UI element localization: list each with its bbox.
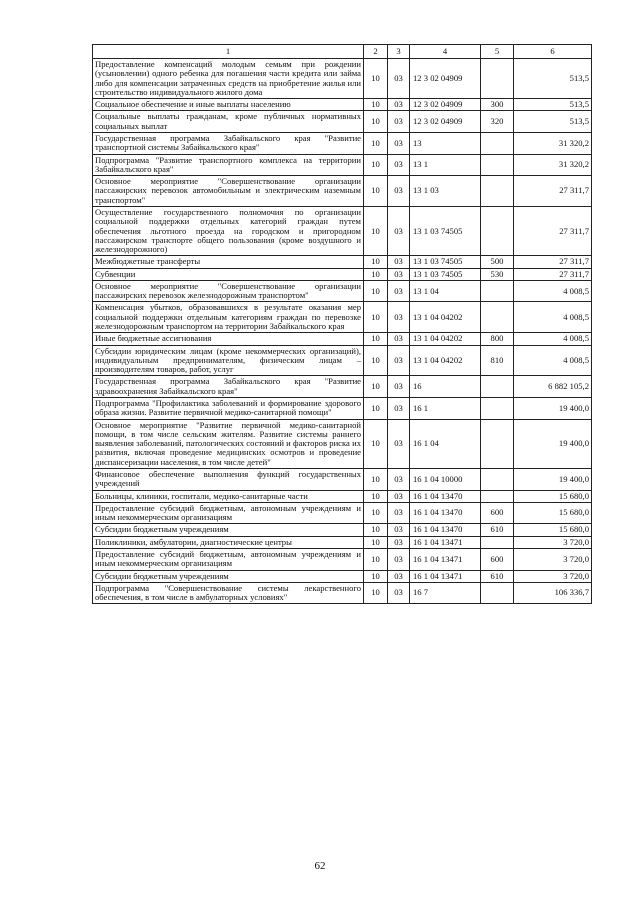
subsection-code-cell: 03 — [388, 536, 410, 548]
table-row — [93, 419, 592, 468]
table-row — [93, 524, 592, 536]
expense-type-cell — [481, 206, 514, 255]
amount-cell: 19 400,0 — [514, 398, 592, 420]
target-article-cell: 13 1 03 74505 — [410, 268, 481, 280]
target-article-cell: 16 1 04 13471 — [410, 536, 481, 548]
item-name-cell: Осуществление государственного полномочия по организации социальной поддержки отдельных категорий граждан путем обеспечения льготного проезда на городском и пригородном пассажирском транспорте общего пользования (кроме воздушного и железнодорожного) — [93, 206, 364, 255]
subsection-code-cell: 03 — [388, 268, 410, 280]
subsection-code-cell: 03 — [388, 345, 410, 376]
section-code-cell: 10 — [364, 490, 388, 502]
section-code-cell: 10 — [364, 345, 388, 376]
expense-type-cell: 800 — [481, 333, 514, 345]
subsection-code-cell: 03 — [388, 99, 410, 111]
expense-type-cell: 810 — [481, 345, 514, 376]
expense-type-cell: 600 — [481, 502, 514, 524]
column-header: 3 — [388, 45, 410, 59]
expense-type-cell — [481, 376, 514, 398]
amount-cell: 106 336,7 — [514, 582, 592, 604]
item-name-cell: Социальные выплаты гражданам, кроме публичных нормативных социальных выплат — [93, 111, 364, 133]
item-name-cell: Государственная программа Забайкальского края "Развитие здравоохранения Забайкальского края" — [93, 376, 364, 398]
item-name-cell: Финансовое обеспечение выполнения функций государственных учреждений — [93, 468, 364, 490]
column-header: 6 — [514, 45, 592, 59]
item-name-cell: Субвенции — [93, 268, 364, 280]
target-article-cell: 16 7 — [410, 582, 481, 604]
table-row — [93, 502, 592, 524]
expense-type-cell: 600 — [481, 548, 514, 570]
expense-type-cell — [481, 398, 514, 420]
target-article-cell: 16 1 04 — [410, 419, 481, 468]
expense-type-cell: 320 — [481, 111, 514, 133]
amount-cell: 4 008,5 — [514, 333, 592, 345]
table-row — [93, 256, 592, 268]
section-code-cell: 10 — [364, 256, 388, 268]
section-code-cell: 10 — [364, 154, 388, 176]
section-code-cell: 10 — [364, 570, 388, 582]
expense-type-cell: 300 — [481, 99, 514, 111]
item-name-cell: Подпрограмма "Развитие транспортного комплекса на территории Забайкальского края" — [93, 154, 364, 176]
expense-type-cell — [481, 154, 514, 176]
expense-type-cell — [481, 132, 514, 154]
table-row — [93, 268, 592, 280]
subsection-code-cell: 03 — [388, 280, 410, 302]
subsection-code-cell: 03 — [388, 302, 410, 333]
table-row — [93, 333, 592, 345]
target-article-cell: 16 1 04 10000 — [410, 468, 481, 490]
expense-type-cell: 610 — [481, 524, 514, 536]
item-name-cell: Основное мероприятие "Совершенствование организации пассажирских перевозок железнодорожным транспортом" — [93, 280, 364, 302]
section-code-cell: 10 — [364, 548, 388, 570]
amount-cell: 27 311,7 — [514, 176, 592, 207]
item-name-cell: Социальное обеспечение и иные выплаты населению — [93, 99, 364, 111]
table-row — [93, 548, 592, 570]
table-row — [93, 536, 592, 548]
amount-cell: 31 320,2 — [514, 132, 592, 154]
subsection-code-cell: 03 — [388, 376, 410, 398]
section-code-cell: 10 — [364, 302, 388, 333]
table-row — [93, 468, 592, 490]
section-code-cell: 10 — [364, 376, 388, 398]
amount-cell: 3 720,0 — [514, 570, 592, 582]
expense-type-cell — [481, 536, 514, 548]
amount-cell: 3 720,0 — [514, 548, 592, 570]
item-name-cell: Государственная программа Забайкальского края "Развитие транспортной системы Забайкальского края" — [93, 132, 364, 154]
table-body — [93, 59, 592, 604]
target-article-cell: 13 1 04 04202 — [410, 302, 481, 333]
section-code-cell: 10 — [364, 206, 388, 255]
target-article-cell: 16 1 04 13470 — [410, 490, 481, 502]
table-row — [93, 59, 592, 99]
table-row — [93, 302, 592, 333]
expense-type-cell: 500 — [481, 256, 514, 268]
subsection-code-cell: 03 — [388, 570, 410, 582]
section-code-cell: 10 — [364, 176, 388, 207]
section-code-cell: 10 — [364, 398, 388, 420]
expense-type-cell — [481, 280, 514, 302]
table-row — [93, 132, 592, 154]
item-name-cell: Компенсация убытков, образовавшихся в результате оказания мер социальной поддержки отдельным категориям граждан по перевозке железнодорожным транспортом на территории Забайкальского края — [93, 302, 364, 333]
subsection-code-cell: 03 — [388, 582, 410, 604]
section-code-cell: 10 — [364, 280, 388, 302]
item-name-cell: Субсидии юридическим лицам (кроме некоммерческих организаций), индивидуальным предпринимателям, физическим лицам – производителям товаров, работ, услуг — [93, 345, 364, 376]
budget-table — [92, 44, 592, 604]
target-article-cell: 16 1 04 13471 — [410, 570, 481, 582]
target-article-cell: 16 1 04 13470 — [410, 524, 481, 536]
amount-cell: 513,5 — [514, 59, 592, 99]
section-code-cell: 10 — [364, 524, 388, 536]
item-name-cell: Межбюджетные трансферты — [93, 256, 364, 268]
amount-cell: 27 311,7 — [514, 256, 592, 268]
item-name-cell: Больницы, клиники, госпитали, медико-санитарные части — [93, 490, 364, 502]
item-name-cell: Поликлиники, амбулатории, диагностические центры — [93, 536, 364, 548]
column-header: 1 — [93, 45, 364, 59]
amount-cell: 19 400,0 — [514, 419, 592, 468]
item-name-cell: Предоставление компенсаций молодым семьям при рождении (усыновлении) одного ребенка для погашения части кредита или займа либо для компенсации затраченных средств на приобретение жилья или строительство индивидуального жилого дома — [93, 59, 364, 99]
expense-type-cell — [481, 490, 514, 502]
item-name-cell: Предоставление субсидий бюджетным, автономным учреждениям и иным некоммерческим организациям — [93, 502, 364, 524]
column-header: 2 — [364, 45, 388, 59]
item-name-cell: Основное мероприятие "Совершенствование организации пассажирских перевозок автомобильным и электрическим наземным транспортом" — [93, 176, 364, 207]
amount-cell: 6 882 105,2 — [514, 376, 592, 398]
item-name-cell: Иные бюджетные ассигнования — [93, 333, 364, 345]
expense-type-cell: 610 — [481, 570, 514, 582]
amount-cell: 4 008,5 — [514, 280, 592, 302]
expense-type-cell — [481, 419, 514, 468]
section-code-cell: 10 — [364, 333, 388, 345]
subsection-code-cell: 03 — [388, 398, 410, 420]
expense-type-cell — [481, 582, 514, 604]
section-code-cell: 10 — [364, 99, 388, 111]
amount-cell: 3 720,0 — [514, 536, 592, 548]
amount-cell: 513,5 — [514, 111, 592, 133]
section-code-cell: 10 — [364, 59, 388, 99]
column-header: 5 — [481, 45, 514, 59]
table-row — [93, 582, 592, 604]
section-code-cell: 10 — [364, 111, 388, 133]
target-article-cell: 13 1 04 — [410, 280, 481, 302]
page-number: 62 — [314, 860, 326, 872]
expense-type-cell: 530 — [481, 268, 514, 280]
expense-type-cell — [481, 59, 514, 99]
column-number-row — [93, 45, 592, 59]
table-row — [93, 280, 592, 302]
amount-cell: 19 400,0 — [514, 468, 592, 490]
subsection-code-cell: 03 — [388, 490, 410, 502]
subsection-code-cell: 03 — [388, 524, 410, 536]
subsection-code-cell: 03 — [388, 59, 410, 99]
section-code-cell: 10 — [364, 536, 388, 548]
item-name-cell: Подпрограмма "Совершенствование системы лекарственного обеспечения, в том числе в амбулаторных условиях" — [93, 582, 364, 604]
amount-cell: 513,5 — [514, 99, 592, 111]
table-row — [93, 398, 592, 420]
table-row — [93, 154, 592, 176]
target-article-cell: 13 — [410, 132, 481, 154]
column-header: 4 — [410, 45, 481, 59]
target-article-cell: 16 1 — [410, 398, 481, 420]
subsection-code-cell: 03 — [388, 548, 410, 570]
amount-cell: 27 311,7 — [514, 268, 592, 280]
expense-type-cell — [481, 176, 514, 207]
subsection-code-cell: 03 — [388, 206, 410, 255]
amount-cell: 31 320,2 — [514, 154, 592, 176]
amount-cell: 15 680,0 — [514, 524, 592, 536]
target-article-cell: 13 1 03 74505 — [410, 256, 481, 268]
amount-cell: 15 680,0 — [514, 490, 592, 502]
item-name-cell: Подпрограмма "Профилактика заболеваний и формирование здорового образа жизни. Развитие первичной медико-санитарной помощи" — [93, 398, 364, 420]
subsection-code-cell: 03 — [388, 256, 410, 268]
subsection-code-cell: 03 — [388, 154, 410, 176]
target-article-cell: 16 1 04 13470 — [410, 502, 481, 524]
table-row — [93, 99, 592, 111]
section-code-cell: 10 — [364, 502, 388, 524]
subsection-code-cell: 03 — [388, 502, 410, 524]
amount-cell: 4 008,5 — [514, 302, 592, 333]
section-code-cell: 10 — [364, 419, 388, 468]
table-row — [93, 206, 592, 255]
item-name-cell: Субсидии бюджетным учреждениям — [93, 570, 364, 582]
item-name-cell: Основное мероприятие "Развитие первичной медико-санитарной помощи, в том числе сельским жителям. Развитие системы раннего выявления заболеваний, патологических состояний и факторов риска их развития, включая проведение медицинских осмотров и проведение диспансеризации населения, в том числе детей" — [93, 419, 364, 468]
target-article-cell: 12 3 02 04909 — [410, 59, 481, 99]
target-article-cell: 12 3 02 04909 — [410, 111, 481, 133]
subsection-code-cell: 03 — [388, 333, 410, 345]
expense-type-cell — [481, 302, 514, 333]
table-row — [93, 570, 592, 582]
target-article-cell: 16 1 04 13471 — [410, 548, 481, 570]
table-row — [93, 490, 592, 502]
table-row — [93, 376, 592, 398]
target-article-cell: 13 1 04 04202 — [410, 345, 481, 376]
amount-cell: 27 311,7 — [514, 206, 592, 255]
expense-type-cell — [481, 468, 514, 490]
target-article-cell: 13 1 — [410, 154, 481, 176]
section-code-cell: 10 — [364, 582, 388, 604]
item-name-cell: Субсидии бюджетным учреждениям — [93, 524, 364, 536]
table-row — [93, 345, 592, 376]
subsection-code-cell: 03 — [388, 132, 410, 154]
target-article-cell: 12 3 02 04909 — [410, 99, 481, 111]
section-code-cell: 10 — [364, 132, 388, 154]
amount-cell: 4 008,5 — [514, 345, 592, 376]
subsection-code-cell: 03 — [388, 419, 410, 468]
target-article-cell: 13 1 03 — [410, 176, 481, 207]
section-code-cell: 10 — [364, 468, 388, 490]
section-code-cell: 10 — [364, 268, 388, 280]
table-row — [93, 176, 592, 207]
subsection-code-cell: 03 — [388, 176, 410, 207]
subsection-code-cell: 03 — [388, 468, 410, 490]
target-article-cell: 16 — [410, 376, 481, 398]
subsection-code-cell: 03 — [388, 111, 410, 133]
amount-cell: 15 680,0 — [514, 502, 592, 524]
table-row — [93, 111, 592, 133]
target-article-cell: 13 1 04 04202 — [410, 333, 481, 345]
target-article-cell: 13 1 03 74505 — [410, 206, 481, 255]
item-name-cell: Предоставление субсидий бюджетным, автономным учреждениям и иным некоммерческим организациям — [93, 548, 364, 570]
